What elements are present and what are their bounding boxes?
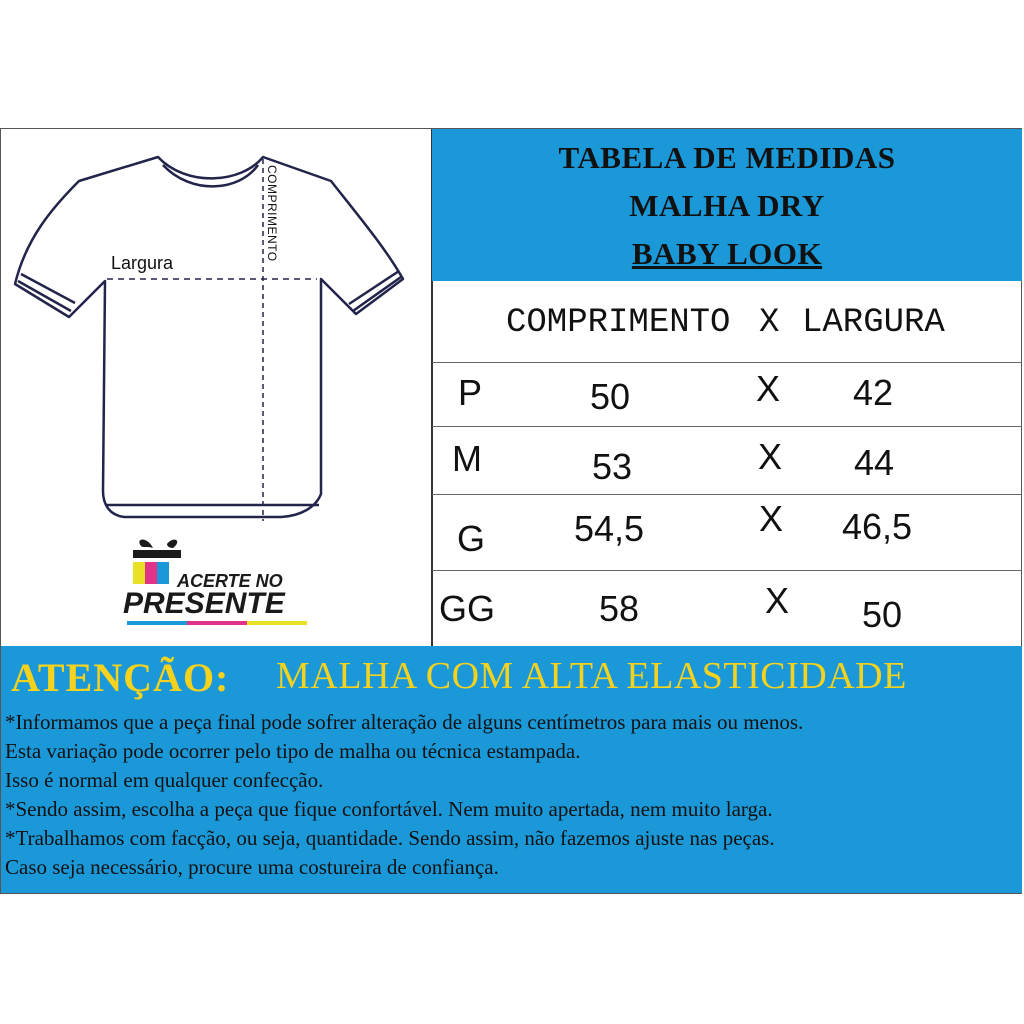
note-line: Caso seja necessário, procure uma costureira de confiança. <box>5 855 499 879</box>
note-line: *Sendo assim, escolha a peça que fique confortável. Nem muito apertada, nem muito larga. <box>5 797 773 821</box>
note-line: *Informamos que a peça final pode sofrer alteração de alguns centímetros para mais ou menos. <box>5 710 804 734</box>
attention-label: ATENÇÃO: <box>11 655 230 700</box>
times-sign: X <box>756 368 781 409</box>
note-line: *Trabalhamos com facção, ou seja, quantidade. Sendo assim, não fazemos ajuste nas peças. <box>5 826 775 850</box>
size-row-g <box>432 494 1022 564</box>
times-column-header: X <box>759 304 780 342</box>
note-line: Esta variação pode ocorrer pelo tipo de malha ou técnica estampada. <box>5 739 581 763</box>
shirt-diagram-panel <box>1 129 431 645</box>
header-title: TABELA DE MEDIDAS <box>558 140 896 175</box>
header-style: BABY LOOK <box>631 236 823 271</box>
length-column-header: COMPRIMENTO <box>506 304 731 342</box>
tshirt-outline-icon <box>1 129 431 645</box>
length-value: 58 <box>599 588 640 629</box>
length-value: 50 <box>590 376 631 417</box>
times-sign: X <box>758 436 783 477</box>
logo-stripe-magenta <box>187 621 247 625</box>
width-value: 50 <box>862 594 903 635</box>
attention-banner <box>1 646 1022 706</box>
table-header <box>432 129 1022 281</box>
size-row-p <box>432 362 1022 432</box>
width-column-header: LARGURA <box>802 304 945 342</box>
length-label: COMPRIMENTO <box>265 165 279 262</box>
logo-line-2: PRESENTE <box>123 587 285 620</box>
logo-stripe-cyan <box>127 621 187 625</box>
notes-section <box>1 706 1022 893</box>
width-label: Largura <box>111 253 174 273</box>
size-label: M <box>452 438 482 479</box>
length-value: 53 <box>592 446 633 487</box>
size-label: G <box>457 518 486 559</box>
size-label: GG <box>439 588 496 629</box>
logo-line-1: ACERTE NO <box>177 571 283 591</box>
times-sign: X <box>759 498 784 539</box>
width-value: 42 <box>853 372 894 413</box>
length-value: 54,5 <box>574 508 645 549</box>
size-label: P <box>458 372 483 413</box>
times-sign: X <box>765 580 790 621</box>
width-value: 44 <box>854 442 895 483</box>
width-value: 46,5 <box>842 506 913 547</box>
attention-text: MALHA COM ALTA ELASTICIDADE <box>276 655 907 697</box>
logo-stripe-yellow <box>247 621 307 625</box>
note-line: Isso é normal em qualquer confecção. <box>5 768 324 792</box>
header-subtitle: MALHA DRY <box>629 188 825 223</box>
size-row-m <box>432 426 1022 496</box>
measurement-header <box>432 282 1022 362</box>
size-row-gg <box>432 570 1022 640</box>
